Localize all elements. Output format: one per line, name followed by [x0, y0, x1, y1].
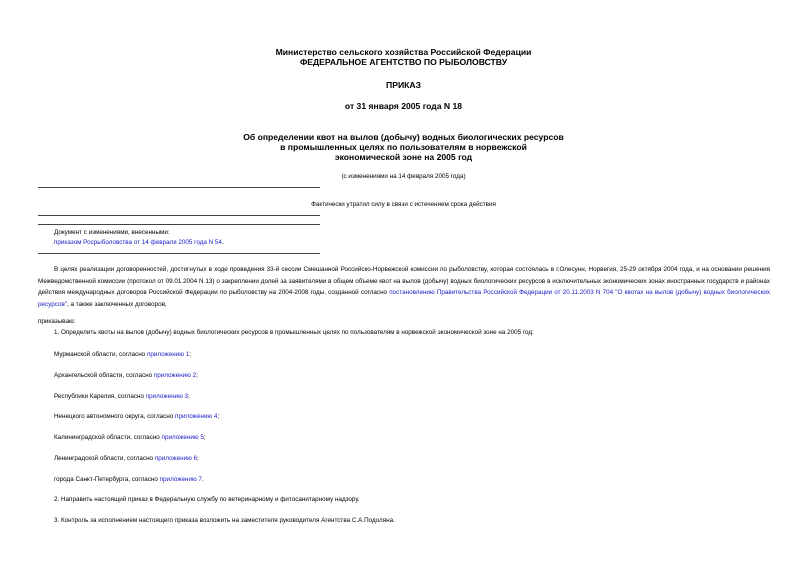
- appendix-2-link[interactable]: приложению 2: [153, 372, 197, 379]
- document-status: Фактически утратил силу в связи с истечением срока действия: [311, 201, 496, 208]
- preamble-paragraph: [38, 264, 770, 310]
- order-word: приказываю:: [38, 318, 76, 325]
- appendix-6-link[interactable]: приложению 6: [154, 455, 198, 462]
- region-text: Ненецкого автономного округа, согласно: [54, 413, 176, 420]
- document-title-line-2: в промышленных целях по пользователям в норвежской: [280, 142, 527, 152]
- punct: ;: [197, 455, 199, 462]
- order-item-1: 1. Определить квоты на вылов (добычу) водных биологических ресурсов в промышленных целях по пользователям в норвежской экономической зоне на 2005 год:: [54, 329, 534, 336]
- preamble-text-end: , а также заключенных договоров,: [67, 300, 167, 308]
- region-item: [54, 434, 206, 442]
- preamble-text: В целях реализации договоренностей, достигнутых в ходе проведения 33-й сессии Смешанной Российско-Норвежской комиссии по рыболовству, которая состоялась в г.Олесунн, Норвегия, 25-29 октября 2004 года, и на основании решения Межведомственной комиссии (протокол от 09.01.2004 N 13) о закреплении долей за заявителями в общем объеме квот на вылов (добычу) водных биологических ресурсов в исключительных экономических зонах иностранных государств и районах действия международных договоров Российской Федерации по рыболовству на 2004-2008 годы, созданной согласно: [38, 266, 770, 296]
- punct: .: [201, 476, 204, 483]
- order-item-2: 2. Направить настоящий приказ в Федеральную службу по ветеринарному и фитосанитарному надзору.: [54, 496, 360, 503]
- changes-reference: [54, 239, 224, 247]
- appendix-7-link[interactable]: приложению 7: [159, 476, 202, 483]
- amending-order-link[interactable]: приказом Росрыболовства от 14 февраля 2005 года N 54: [54, 239, 222, 246]
- region-text: города Санкт-Петербурга, согласно: [54, 476, 160, 483]
- document-type: ПРИКАЗ: [386, 80, 421, 90]
- punct: ;: [203, 434, 206, 441]
- region-text: Архангельской области, согласно: [54, 372, 154, 379]
- region-text: Мурманской области, согласно: [54, 351, 147, 358]
- document-date-number: от 31 января 2005 года N 18: [344, 101, 463, 111]
- appendix-1-link[interactable]: приложению 1: [146, 351, 190, 358]
- amendment-note: (с изменениями на 14 февраля 2005 года): [341, 173, 466, 180]
- region-item: [54, 351, 191, 359]
- region-text: Калининградской области, согласно: [54, 434, 162, 441]
- region-item: [54, 413, 219, 421]
- punct: ;: [217, 413, 220, 420]
- changes-label: Документ с изменениями, внесенными:: [54, 229, 170, 236]
- punct: ;: [189, 351, 191, 358]
- region-item: [54, 455, 199, 463]
- document-title-line-3: экономической зоне на 2005 год: [334, 152, 473, 162]
- punct: ;: [196, 372, 198, 379]
- punct: ;: [188, 393, 190, 400]
- divider: [38, 187, 320, 188]
- appendix-3-link[interactable]: приложению 3: [145, 393, 189, 400]
- government-decree-link[interactable]: постановлению Правительства Российской Федерации от 20.11.2003 N 704 "О квотах на вылов (добычу) водных биологических ресурсов": [38, 289, 770, 308]
- appendix-5-link[interactable]: приложению 5: [161, 434, 204, 441]
- ministry-name: Министерство сельского хозяйства Российской Федерации: [275, 47, 532, 57]
- region-text: Ленинградской области, согласно: [54, 455, 155, 462]
- appendix-4-link[interactable]: приложению 4: [175, 413, 218, 420]
- divider: [38, 215, 320, 216]
- changes-suffix: .: [221, 239, 224, 246]
- region-text: Республики Карелия, согласно: [54, 393, 146, 400]
- region-item: [54, 476, 204, 484]
- order-item-3: 3. Контроль за исполнением настоящего приказа возложить на заместителя руководителя Агентства С.А.Подоляна.: [54, 517, 395, 524]
- divider: [38, 224, 320, 225]
- document-title-line-1: Об определении квот на вылов (добычу) водных биологических ресурсов: [243, 132, 564, 142]
- divider: [38, 253, 320, 254]
- region-item: [54, 393, 190, 401]
- region-item: [54, 372, 198, 380]
- agency-name: ФЕДЕРАЛЬНОЕ АГЕНТСТВО ПО РЫБОЛОВСТВУ: [299, 57, 508, 67]
